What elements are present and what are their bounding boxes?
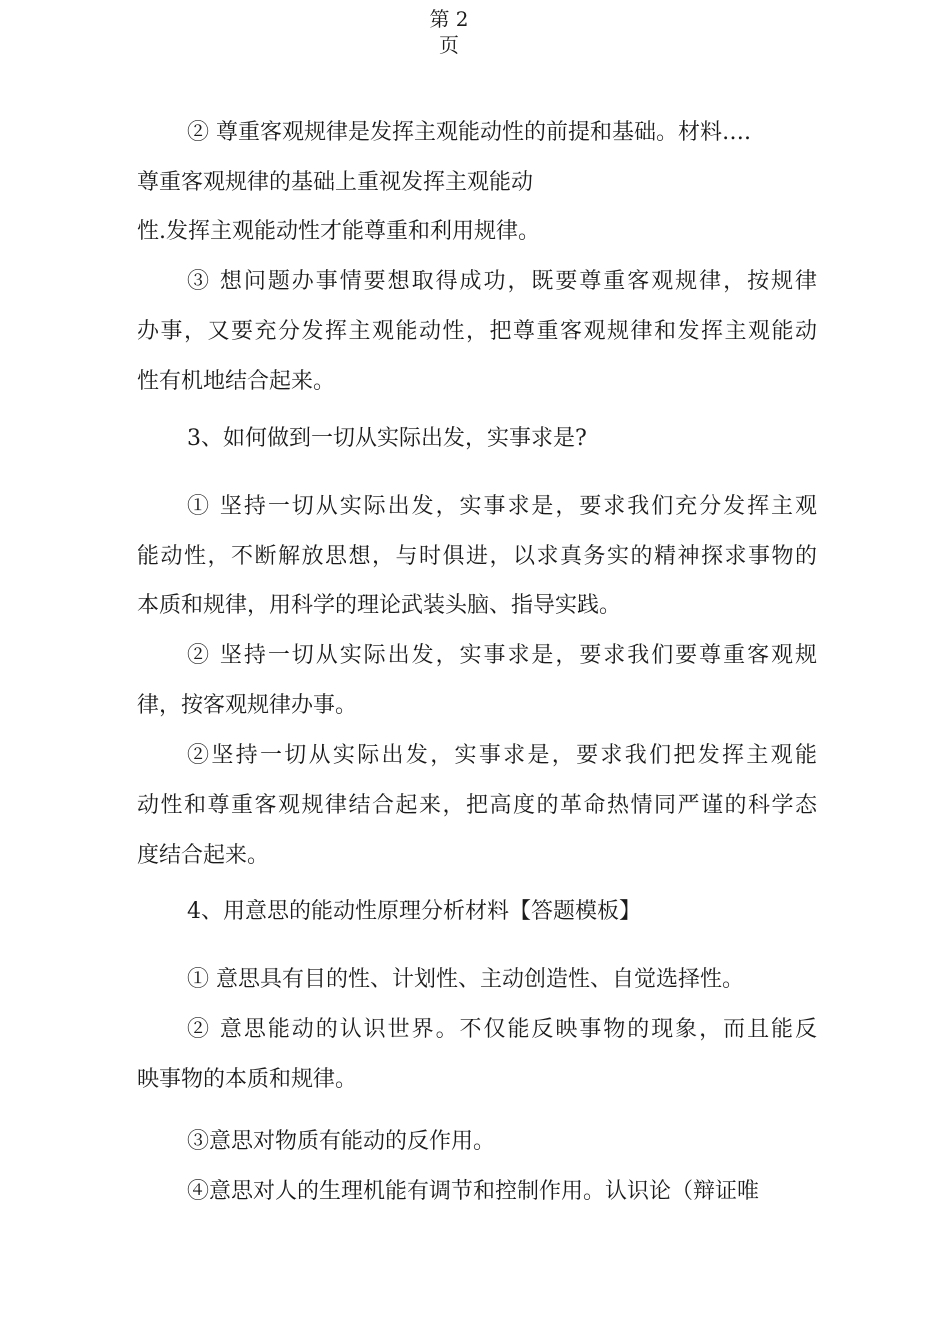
- text-line: ② 尊重客观规律是发挥主观能动性的前提和基础。材料….: [187, 120, 751, 145]
- section-heading: 3、如何做到一切从实际出发，实事求是?: [187, 426, 587, 451]
- text-line: ④意思对人的生理机能有调节和控制作用。认识论（辩证唯: [187, 1179, 760, 1204]
- text-line: 尊重客观规律的基础上重视发挥主观能动: [137, 170, 534, 195]
- text-line: 动性和尊重客观规律结合起来，把高度的革命热情同严谨的科学态: [137, 793, 817, 818]
- text-line: 办事，又要充分发挥主观能动性，把尊重客观规律和发挥主观能动: [137, 319, 817, 344]
- text-line: ① 坚持一切从实际出发，实事求是，要求我们充分发挥主观: [187, 494, 817, 519]
- page-number: [0, 6, 898, 58]
- text-line: ② 意思能动的认识世界。不仅能反映事物的现象，而且能反: [187, 1017, 817, 1042]
- text-line: ① 意思具有目的性、计划性、主动创造性、自觉选择性。: [187, 967, 744, 992]
- section-heading: 4、用意思的能动性原理分析材料【答题模板】: [187, 899, 641, 924]
- text-line: 度结合起来。: [137, 843, 270, 868]
- text-line: 能动性，不断解放思想，与时俱进，以求真务实的精神探求事物的: [137, 544, 817, 569]
- text-line: 本质和规律，用科学的理论武装头脑、指导实践。: [137, 593, 622, 618]
- page-number-line-2: 页: [439, 33, 459, 57]
- text-line: 性有机地结合起来。: [137, 369, 336, 394]
- text-line: ②坚持一切从实际出发，实事求是，要求我们把发挥主观能: [187, 743, 817, 768]
- text-line: 律，按客观规律办事。: [137, 693, 358, 718]
- text-line: ③意思对物质有能动的反作用。: [187, 1129, 496, 1154]
- text-line: 映事物的本质和规律。: [137, 1067, 358, 1092]
- text-line: ② 坚持一切从实际出发，实事求是，要求我们要尊重客观规: [187, 643, 817, 668]
- text-line: 性.发挥主观能动性才能尊重和利用规律。: [137, 219, 540, 244]
- page-number-line-1: 第 2: [429, 7, 469, 31]
- text-line: ③ 想问题办事情要想取得成功，既要尊重客观规律，按规律: [187, 269, 817, 294]
